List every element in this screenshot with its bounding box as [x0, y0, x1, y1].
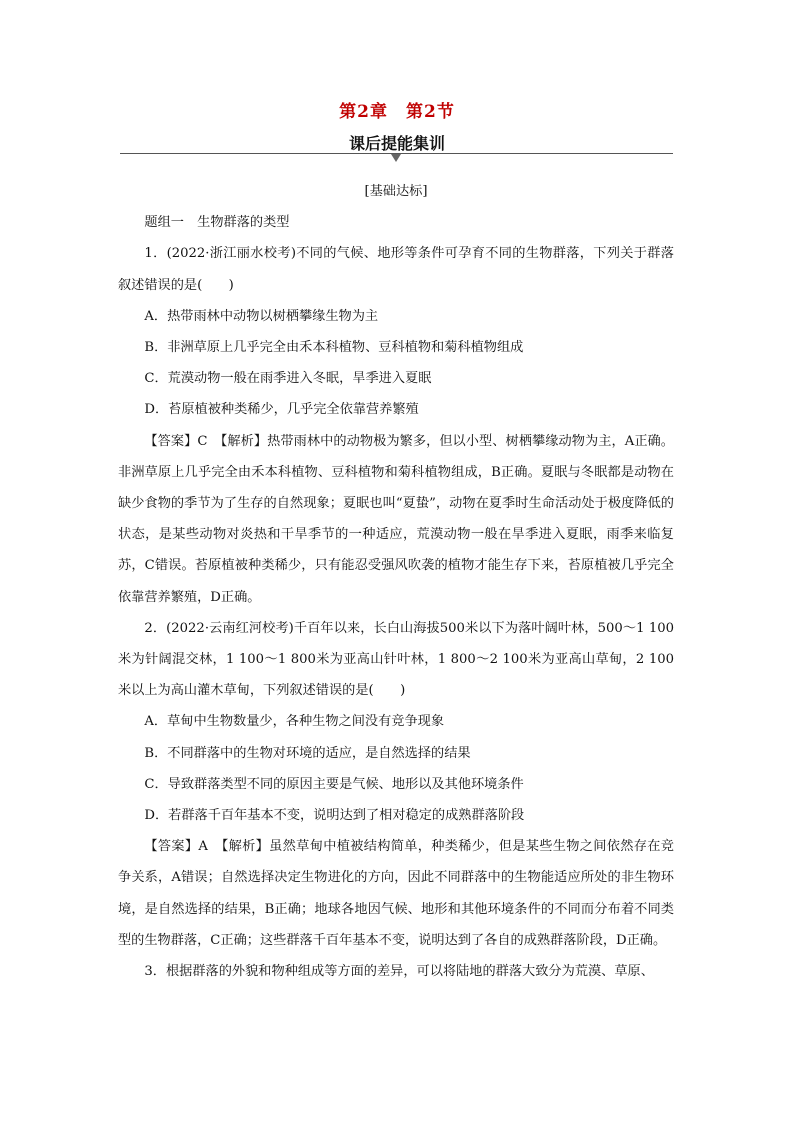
group-title: 题组一 生物群落的类型: [144, 215, 290, 231]
question-1-option-b: B．非洲草原上几乎完全由禾本科植物、豆科植物和菊科植物组成: [144, 340, 524, 356]
page-subtitle: 课后提能集训: [348, 134, 445, 153]
divider-triangle-icon: [391, 154, 401, 162]
question-1-answer: 【答案】C 【解析】热带雨林中的动物极为繁多，但以小型、树栖攀缘动物为主，A正确。非洲草原上几乎完全由禾本科植物、豆科植物和菊科植物组成，B正确。夏眠与冬眠都是动物在缺少食物的季节为了生存的自然现象；夏眠也叫“夏蛰”，动物在夏季时生命活动处于极度降低的状态，是某些动物对炎热和干旱季节的一种适应，荒漠动物一般在旱季进入夏眠，雨季来临复苏，C错误。苔原植被种类稀少，只有能忍受强风吹袭的植物才能生存下来，苔原植被几乎完全依靠营养繁殖，D正确。: [118, 433, 674, 605]
question-2-option-a: A．草甸中生物数量少，各种生物之间没有竞争现象: [144, 714, 445, 730]
question-2-answer: 【答案】A 【解析】虽然草甸中植被结构简单，种类稀少，但是某些生物之间依然存在竞争关系，A错误；自然选择决定生物进化的方向，因此不同群落中的生物能适应所处的非生物环境，是自然选择的结果，B正确；地球各地因气候、地形和其他环境条件的不同而分布着不同类型的生物群落，C正确；这些群落千百年基本不变，说明达到了各自的成熟群落阶段，D正确。: [118, 839, 674, 948]
question-2-option-d: D．若群落千百年基本不变，说明达到了相对稳定的成熟群落阶段: [144, 808, 525, 824]
question-2-stem: 2．(2022·云南红河校考)千百年以来，长白山海拔500米以下为落叶阔叶林，500～1 100米为针阔混交林，1 100～1 800米为亚高山针叶林，1 800～2 100米为亚高山草甸，2 100米以上为高山灌木草甸，下列叙述错误的是( ): [118, 620, 674, 699]
document-body: [118, 176, 674, 987]
question-3-stem: 3．根据群落的外貌和物种组成等方面的差异，可以将陆地的群落大致分为荒漠、草原、: [144, 964, 654, 980]
chapter-title: 第2章 第2节: [339, 102, 455, 122]
question-2-option-c: C．导致群落类型不同的原因主要是气候、地形以及其他环境条件: [144, 776, 524, 792]
question-1-option-a: A．热带雨林中动物以树栖攀缘生物为主: [144, 308, 379, 324]
question-1-option-c: C．荒漠动物一般在雨季进入冬眠，旱季进入夏眠: [144, 371, 432, 387]
section-label: [基础达标]: [364, 184, 428, 199]
question-1-option-d: D．苔原植被种类稀少，几乎完全依靠营养繁殖: [144, 402, 419, 418]
question-2-option-b: B．不同群落中的生物对环境的适应，是自然选择的结果: [144, 745, 471, 761]
question-1-stem: 1．(2022·浙江丽水校考)不同的气候、地形等条件可孕育不同的生物群落，下列关于群落叙述错误的是( ): [118, 246, 674, 293]
